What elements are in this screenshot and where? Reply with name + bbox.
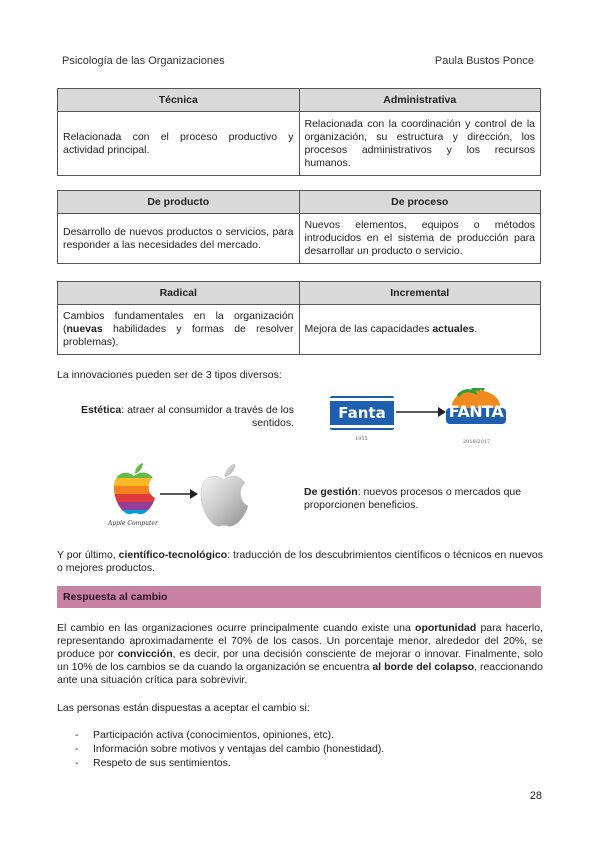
table-radical-incremental: [57, 281, 541, 355]
cientifico-text: Y por último, científico-tecnológico: traducción de los descubrimientos científicos o técnicos en nuevos o mejores productos.: [57, 549, 543, 574]
conditions-list: [75, 728, 384, 770]
table-header: Radical: [58, 282, 300, 305]
section-title: Respuesta al cambio: [63, 591, 168, 603]
apple-rainbow-logo: [111, 462, 157, 518]
table-tecnica-administrativa: [57, 88, 541, 176]
change-paragraph: El cambio en las organizaciones ocurre principalmente cuando existe una oportunidad para hacerlo, representando aproximadamente el 70% de los casos. Un porcentaje menor, alrededor del 20%, se produce por convicción, es decir, por una decisión consciente de mejorar o innovar. Finalmente, solo un 10% de los cambios se da cuando la organización se encuentra al borde del colapso, reaccionando ante una situación crítica para sobrevivir.: [57, 622, 543, 686]
table-cell: Relacionada con el proceso productivo y actividad principal.: [58, 112, 300, 176]
apple-modern-logo: [198, 462, 250, 530]
arrow-icon: [160, 488, 198, 500]
estetica-text: Estética: atraer al consumidor a través de los sentidos.: [80, 404, 294, 429]
list-item: - Información sobre motivos y ventajas del cambio (honestidad).: [75, 743, 385, 755]
table-header: De proceso: [299, 191, 541, 214]
table-header: De producto: [58, 191, 300, 214]
table-cell: Nuevos elementos, equipos o métodos introducidos en el sistema de producción para desarrollar un producto o servicio.: [299, 214, 541, 264]
gestion-text: De gestión: nuevos procesos o mercados que proporcionen beneficios.: [304, 486, 522, 511]
table-header: Incremental: [299, 282, 541, 305]
table-cell: Desarrollo de nuevos productos o servicios, para responder a las necesidades del mercado.: [58, 214, 300, 264]
fanta-old-year: 1955: [355, 436, 368, 442]
table-header: Técnica: [58, 89, 300, 112]
section-bar: [57, 586, 541, 608]
list-item: - Respeto de sus sentimientos.: [75, 757, 231, 769]
apple-caption: Apple Computer: [108, 520, 158, 527]
fanta-new-year: 2016/2017: [463, 439, 491, 445]
table-cell: Cambios fundamentales en la organización (nuevas habilidades y formas de resolver problemas).: [58, 305, 300, 355]
page-number: 28: [529, 790, 542, 802]
list-item: - Participación activa (conocimientos, opiniones, etc).: [75, 729, 335, 741]
table-producto-proceso: [57, 190, 541, 264]
table-header: Administrativa: [299, 89, 541, 112]
innovations-intro: La innovaciones pueden ser de 3 tipos diversos:: [57, 369, 282, 381]
people-intro: Las personas están dispuestas a aceptar el cambio si:: [57, 702, 310, 714]
arrow-icon: [396, 406, 446, 418]
fanta-new-label: FANTA: [448, 402, 504, 421]
table-cell: Relacionada con la coordinación y control de la organización, su estructura y dirección, los procesos administrativos y los recursos humanos.: [299, 112, 541, 176]
fanta-old-logo: Fanta: [330, 396, 394, 430]
header-title: Psicología de las Organizaciones: [62, 55, 225, 67]
table-cell: Mejora de las capacidades actuales.: [299, 305, 541, 355]
header-author: Paula Bustos Ponce: [434, 55, 534, 67]
